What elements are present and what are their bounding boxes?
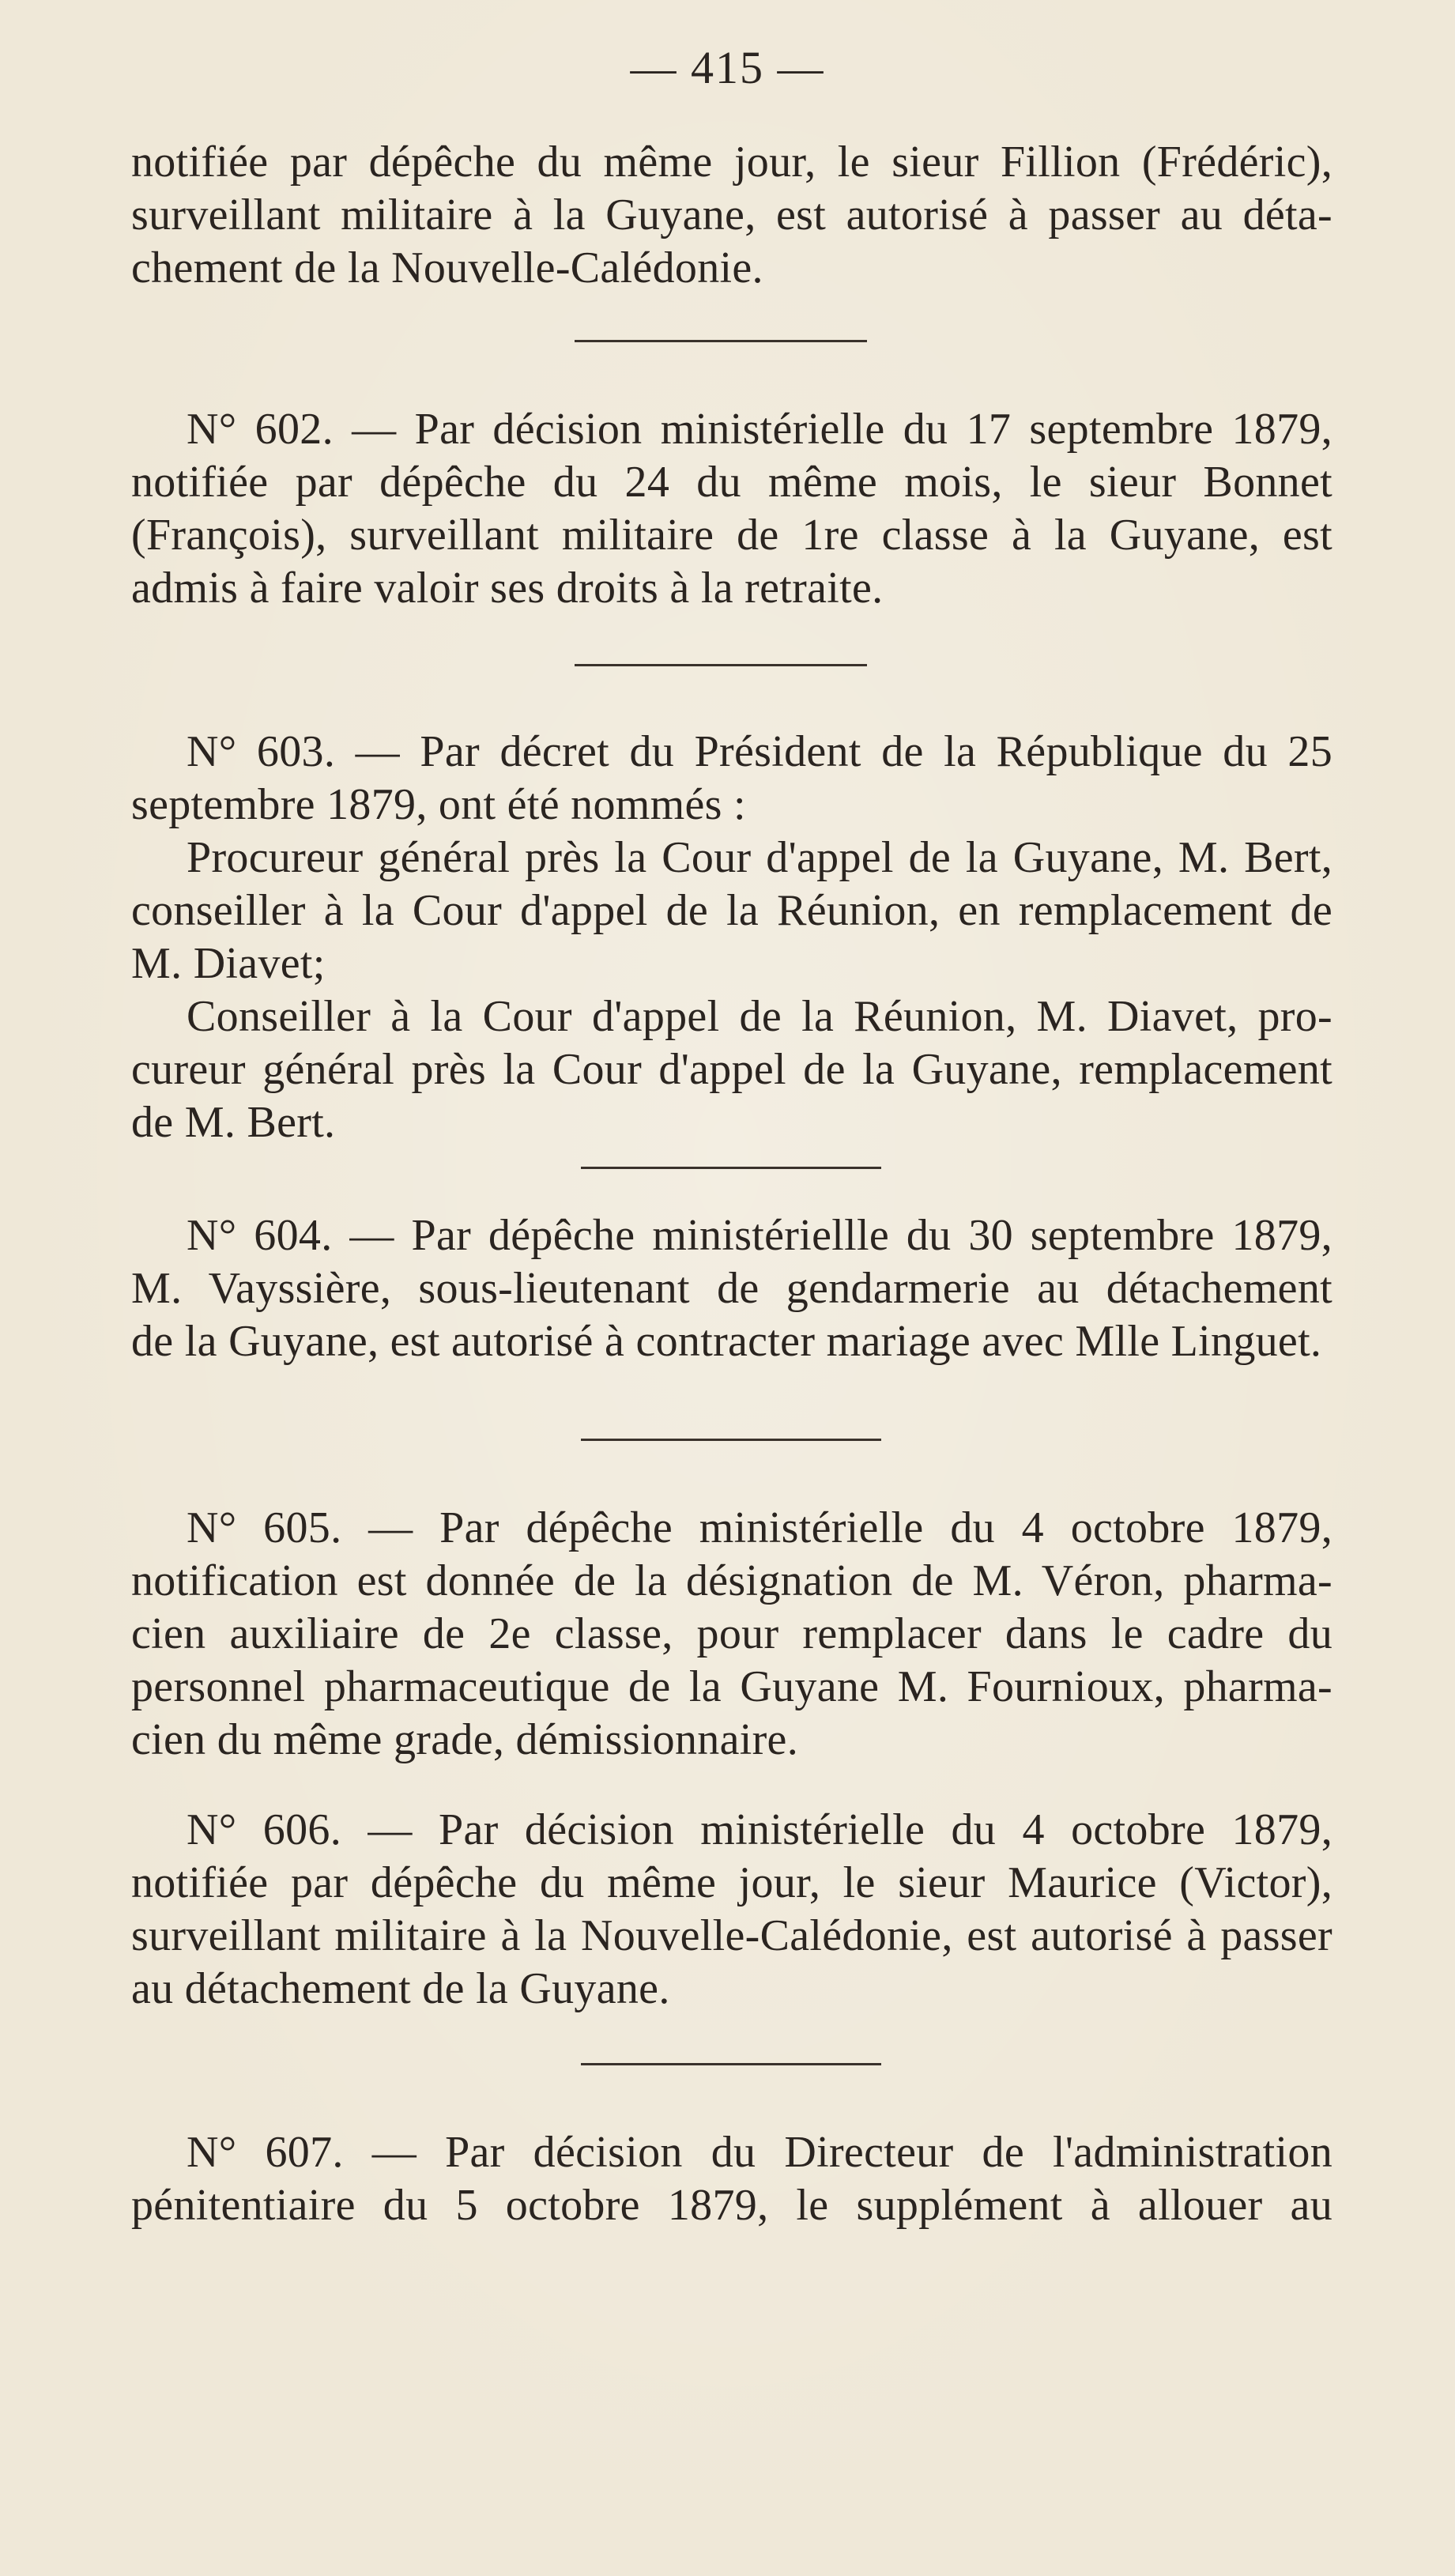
- separator-rule: [581, 2063, 881, 2065]
- text-line: pénitentiaire du 5 octobre 1879, le supplément à allouer au: [131, 2181, 1332, 2230]
- text-line: cureur général près la Cour d'appel de la Guyane, remplacement: [131, 1045, 1332, 1094]
- text-line: N° 606. — Par décision ministérielle du 4 octobre 1879,: [187, 1805, 1332, 1854]
- paragraph-603: [131, 726, 1332, 1149]
- text-line: surveillant militaire à la Nouvelle-Calédonie, est autorisé à passer: [131, 1911, 1332, 1960]
- text-line: N° 602. — Par décision ministérielle du 17 septembre 1879,: [187, 405, 1332, 454]
- text-line: N° 603. — Par décret du Président de la République du 25: [187, 727, 1332, 776]
- separator-rule: [575, 340, 867, 342]
- separator-rule: [581, 1439, 881, 1441]
- text-line: personnel pharmaceutique de la Guyane M. Fournioux, pharma-: [131, 1662, 1332, 1711]
- text-line: de la Guyane, est autorisé à contracter mariage avec Mlle Linguet.: [131, 1317, 1322, 1366]
- paragraph-607: [131, 2126, 1332, 2232]
- text-line: septembre 1879, ont été nommés :: [131, 780, 746, 829]
- text-line: de M. Bert.: [131, 1098, 336, 1147]
- paragraph-604: [131, 1209, 1332, 1368]
- paragraph-606: [131, 1804, 1332, 2016]
- text-line: notification est donnée de la désignation de M. Véron, pharma-: [131, 1556, 1332, 1605]
- separator-rule: [575, 664, 867, 666]
- text-line: cien auxiliaire de 2e classe, pour remplacer dans le cadre du: [131, 1609, 1332, 1658]
- text-line: notifiée par dépêche du même jour, le sieur Maurice (Victor),: [131, 1858, 1332, 1907]
- separator-rule: [581, 1167, 881, 1169]
- text-line: N° 607. — Par décision du Directeur de l'administration: [187, 2128, 1332, 2177]
- text-line: Procureur général près la Cour d'appel de la Guyane, M. Bert,: [187, 833, 1332, 882]
- page-number: — 415 —: [630, 42, 825, 93]
- paragraph-605: [131, 1502, 1332, 1767]
- text-line: cien du même grade, démissionnaire.: [131, 1715, 798, 1764]
- text-line: au détachement de la Guyane.: [131, 1964, 670, 2013]
- text-line: chement de la Nouvelle-Calédonie.: [131, 243, 763, 292]
- paragraph-602: [131, 403, 1332, 615]
- text-line: (François), surveillant militaire de 1re classe à la Guyane, est: [131, 511, 1332, 560]
- text-line: surveillant militaire à la Guyane, est autorisé à passer au déta-: [131, 190, 1332, 239]
- text-line: notifiée par dépêche du 24 du même mois, le sieur Bonnet: [131, 458, 1332, 507]
- text-line: conseiller à la Cour d'appel de la Réunion, en remplacement de: [131, 886, 1332, 935]
- text-line: notifiée par dépêche du même jour, le sieur Fillion (Frédéric),: [131, 138, 1332, 187]
- text-line: Conseiller à la Cour d'appel de la Réunion, M. Diavet, pro-: [187, 992, 1332, 1041]
- text-line: M. Diavet;: [131, 939, 326, 988]
- text-line: N° 604. — Par dépêche ministériellle du 30 septembre 1879,: [187, 1211, 1332, 1260]
- text-line: admis à faire valoir ses droits à la retraite.: [131, 564, 884, 613]
- text-line: N° 605. — Par dépêche ministérielle du 4 octobre 1879,: [187, 1503, 1332, 1552]
- paragraph-continuation: [131, 136, 1332, 295]
- text-line: M. Vayssière, sous-lieutenant de gendarmerie au détachement: [131, 1264, 1332, 1313]
